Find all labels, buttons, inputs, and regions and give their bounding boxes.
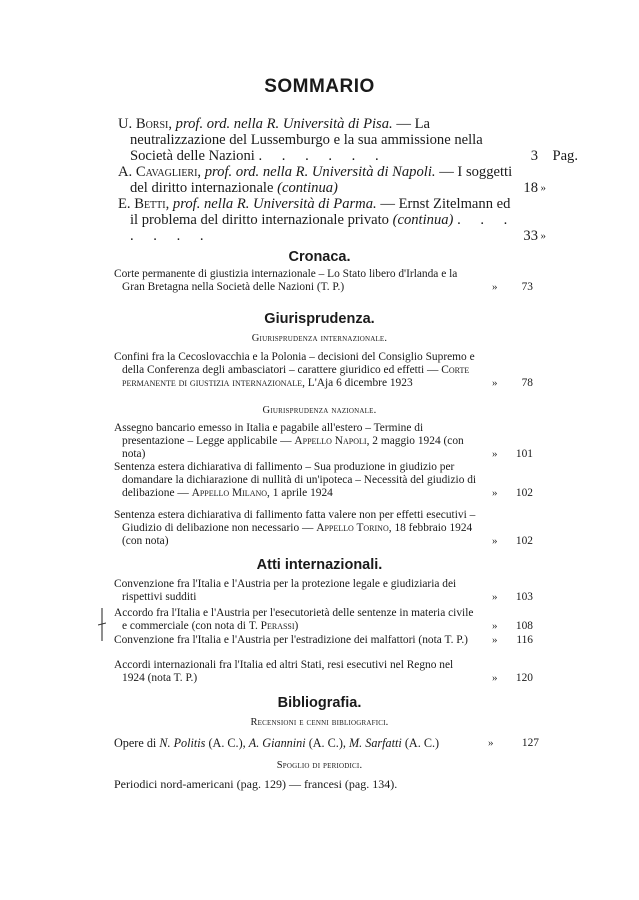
- toc-entry-opere: [114, 736, 539, 750]
- page-prefix: »: [540, 230, 546, 243]
- entry-title: — Ernst Zitelmann ed il problema del diritto internazionale privato: [130, 196, 511, 229]
- leader-dots: . . . . . . .: [130, 212, 516, 245]
- entry-text: Convenzione fra l'Italia e l'Austria per la protezione legale e giudiziaria dei rispettivi sudditi: [114, 578, 457, 603]
- toc-entry-accordo-esecutorieta: [114, 607, 533, 633]
- page-mark: »: [492, 486, 498, 499]
- page-prefix: »: [540, 182, 546, 195]
- page-number: 78: [521, 376, 533, 389]
- entry-title: — I soggetti del diritto internazionale: [130, 164, 513, 197]
- entry-prefix: Opere di: [114, 736, 157, 750]
- entry-continua: (continua): [392, 212, 454, 229]
- page-mark: »: [492, 619, 498, 632]
- section-heading-giurisprudenza: Giurisprudenza.: [264, 311, 375, 327]
- entry-text: [118, 196, 516, 245]
- section-heading-atti: Atti internazionali.: [256, 557, 383, 573]
- page-title: SOMMARIO: [264, 76, 375, 97]
- entry-continua: (continua): [277, 180, 338, 197]
- toc-entry-borsi: [118, 116, 578, 165]
- subsection-heading-recensioni: Recensioni e cenni bibliografici.: [250, 717, 389, 728]
- entry-author: A. Cavaglieri,: [118, 164, 202, 180]
- entry-text: [114, 422, 478, 460]
- page-number: 101: [515, 447, 533, 460]
- toc-entry-accordi-internazionali: [114, 659, 533, 685]
- entry-body: Sentenza estera dichiarativa di fallimento fatta valere non per effetti esecutivi – Giudizio di delibazione non necessario —: [114, 509, 476, 534]
- entry-text: Convenzione fra l'Italia e l'Austria per l'estradizione dei malfattori (nota T. P.): [114, 634, 468, 646]
- page-mark: »: [492, 590, 498, 603]
- entry-text: [118, 164, 516, 196]
- page-number: 102: [515, 534, 533, 547]
- page-number: 73: [521, 280, 533, 293]
- toc-entry-cecoslovacchia: [114, 351, 533, 389]
- leader-dots: . . . . . .: [258, 148, 387, 165]
- toc-entry-betti: [118, 196, 546, 245]
- entry-text: [114, 607, 478, 633]
- page-number: 120: [515, 671, 533, 684]
- subsection-heading-internazionale: Giurisprudenza internazionale.: [251, 333, 388, 344]
- entry-title: — La neutralizzazione del Lussemburgo e la sua ammissione nella Società delle Nazioni: [130, 116, 483, 165]
- section-heading-bibliografia: Bibliografia.: [277, 695, 362, 711]
- entry-court: Corte permanente di giustizia internazionale,: [122, 363, 470, 389]
- entry-author: N. Politis: [159, 736, 206, 750]
- entry-author: U. Borsi,: [118, 116, 173, 132]
- toc-entry-convenzione-protezione: [114, 578, 533, 604]
- subsection-heading-nazionale: Giurisprudenza nazionale.: [262, 405, 377, 416]
- toc-entry-assegno: [114, 422, 533, 460]
- entry-text: Accordi internazionali fra l'Italia ed altri Stati, resi esecutivi nel Regno nel 1924 (nota T. P.): [114, 659, 454, 684]
- entry-reviewer: (A. C.),: [208, 736, 246, 750]
- handwritten-margin-mark: [98, 607, 106, 643]
- entry-reviewer: (A. C.),: [308, 736, 346, 750]
- toc-entry-fallimento-milano: [114, 461, 533, 499]
- entry-author: A. Giannini: [248, 736, 306, 750]
- entry-body: Sentenza estera dichiarativa di fallimento – Sua produzione in giudizio per domandare la dichiarazione di nullità di un'ipoteca – Necessità del giudizio di delibazione —: [114, 461, 477, 499]
- entry-role: prof. ord. nella R. Università di Pisa.: [175, 116, 393, 132]
- page-number: 127: [521, 737, 539, 749]
- entry-author: T. Perassi): [248, 619, 299, 632]
- entry-text: [114, 509, 478, 547]
- page-mark: »: [492, 671, 498, 684]
- entry-date: L'Aja 6 dicembre 1923: [307, 376, 413, 389]
- entry-body: Accordo fra l'Italia e l'Austria per l'esecutorietà delle sentenze in materia civile e commerciale (con nota di: [114, 607, 474, 632]
- entry-text: Corte permanente di giustizia internazionale – Lo Stato libero d'Irlanda e la Gran Bretagna nella Società delle Nazioni (T. P.): [114, 268, 458, 293]
- entry-body: Assegno bancario emesso in Italia e pagabile all'estero – Termine di presentazione – Legge applicabile —: [114, 422, 424, 447]
- toc-entry-convenzione-estradizione: [114, 634, 533, 647]
- toc-entry-cavaglieri: [118, 164, 546, 197]
- entry-role: prof. ord. nella R. Università di Napoli.: [204, 164, 436, 180]
- entry-court: Appello Napoli,: [294, 434, 370, 447]
- toc-entry-periodici: [114, 778, 514, 791]
- subsection-heading-spoglio: Spoglio di periodici.: [276, 760, 363, 771]
- entry-body: Confini fra la Cecoslovacchia e la Polonia – decisioni del Consiglio Supremo e della Conferenza degli ambasciatori – carattere giuridico ed effetti —: [114, 351, 475, 376]
- entry-text: [114, 737, 494, 750]
- page-number: 108: [515, 619, 533, 632]
- entry-court: Appello Milano,: [191, 486, 270, 499]
- entry-author: M. Sarfatti: [348, 736, 402, 750]
- page-mark: »: [492, 534, 498, 547]
- entry-text: [118, 116, 516, 165]
- entry-date: 1 aprile 1924: [272, 486, 333, 499]
- entry-text: [114, 351, 478, 389]
- entry-text: Periodici nord-americani (pag. 129) — francesi (pag. 134).: [114, 777, 398, 791]
- entry-date: 18 febbraio 1924 (con nota): [122, 521, 473, 547]
- entry-reviewer: (A. C.): [404, 736, 440, 750]
- section-heading-cronaca: Cronaca.: [288, 249, 351, 265]
- entry-role: prof. nella R. Università di Parma.: [172, 196, 377, 212]
- page-mark: »: [492, 634, 498, 646]
- page-number: 3: [530, 148, 538, 165]
- page-mark: »: [492, 280, 498, 293]
- page-number: 18: [523, 180, 538, 197]
- entry-court: Appello Torino,: [316, 521, 392, 534]
- page-number: 116: [516, 634, 533, 646]
- page-mark: »: [492, 447, 498, 460]
- entry-date: 2 maggio 1924 (con nota): [122, 434, 464, 460]
- toc-entry-corte-irlanda: [114, 268, 533, 294]
- page-number: 103: [515, 590, 533, 603]
- page-mark: »: [488, 737, 494, 749]
- entry-text: [114, 461, 478, 499]
- page-mark: »: [492, 376, 498, 389]
- page-number: 102: [515, 486, 533, 499]
- entry-author: E. Betti,: [118, 196, 170, 212]
- page-prefix: Pag.: [552, 148, 578, 165]
- toc-entry-fallimento-torino: [114, 509, 533, 547]
- page-number: 33: [523, 228, 538, 245]
